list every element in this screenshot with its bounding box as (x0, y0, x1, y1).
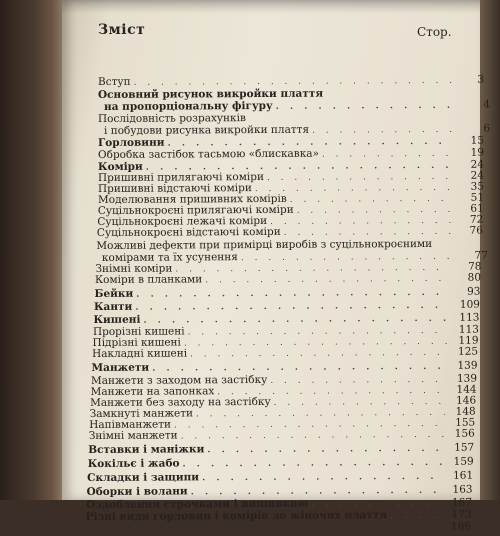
toc-entry-title: комірами та їх усунення (102, 251, 238, 265)
toc-leader-dots (190, 347, 447, 361)
toc-entry-title: Обробка застібок тасьмою «блискавка» (98, 148, 319, 162)
contents-heading: Зміст (98, 22, 145, 38)
toc-entry-title: Манжети на запонках (91, 385, 215, 399)
toc-entry-title: Кишені (93, 314, 140, 327)
toc-entry-page: 76 (455, 225, 483, 238)
toc-entry-page: 113 (451, 312, 479, 325)
toc-entry-page: 6 (462, 123, 490, 136)
toc-entry-title: Оздоблення строчками і вишивкою (86, 498, 308, 512)
toc-entry-page: 80 (453, 272, 481, 285)
toc-entry-page: 161 (445, 470, 473, 483)
toc-entry-title: Вступ (98, 76, 131, 89)
toc-leader-dots (207, 443, 443, 457)
toc-entry-title: Бейки (94, 288, 133, 301)
toc-entry-page: 159 (446, 456, 474, 469)
toc-entry-page: 24 (456, 159, 484, 172)
toc-entry (85, 521, 471, 536)
toc-entry-title: і побудови рисунка викройки плаття (104, 124, 309, 138)
toc-entry-page: 51 (456, 192, 484, 205)
toc-entry-page: 72 (455, 214, 483, 227)
toc-entry-title: Замкнуті манжети (90, 407, 193, 421)
toc-entry-page: 93 (452, 286, 480, 299)
toc-entry (89, 428, 475, 443)
toc-entry (88, 442, 474, 457)
toc-entry-title: Манжети без заходу на застібку (90, 396, 271, 410)
toc-entry-title: Горловини (98, 137, 165, 150)
toc-entry-title: Складки і защипи (87, 471, 199, 485)
toc-entry-title: Підрізні кишені (92, 336, 180, 350)
toc-entry-page: 155 (447, 417, 475, 430)
toc-entry-page: 35 (456, 181, 484, 194)
toc-entry-page: 24 (456, 170, 484, 183)
toc-entry-title: Кокільє і жабо (88, 457, 180, 471)
toc-entry-page: 109 (452, 299, 480, 312)
toc-entry (92, 346, 478, 361)
toc-entry-title: Знімні коміри (95, 263, 172, 276)
toc-entry-page: 77 (460, 250, 488, 263)
toc-entry-title: Напівманжети (89, 419, 171, 432)
toc-entry-title: Пришивні прилягаючі коміри (98, 171, 264, 185)
toc-entry-title: Манжети (91, 362, 149, 375)
toc-entry-page: 148 (448, 406, 476, 419)
toc-entry-page: 19 (456, 147, 484, 160)
toc-leader-dots (249, 120, 453, 121)
toc-entry-title: Можливі дефекти при примірці виробів з суцільнокроєними (96, 238, 432, 253)
toc-leader-dots (202, 471, 442, 485)
toc-entry-page: 125 (450, 346, 478, 359)
toc-leader-dots (326, 96, 453, 97)
toc-entry-title: Знімні манжети (89, 429, 178, 443)
toc-entry-page: 144 (449, 384, 477, 397)
toc-entry-title: Прорізні кишені (93, 325, 185, 339)
toc-leader-dots (182, 457, 442, 471)
toc-leader-dots (88, 522, 440, 536)
toc-entry-page: 156 (447, 428, 475, 441)
toc-entry-page: 113 (451, 324, 479, 337)
toc-leader-dots (181, 429, 444, 443)
toc-entry-title: Основний рисунок викройки плаття (98, 88, 323, 102)
toc-entry-title: Суцільнокроєні прилягаючі коміри (98, 204, 294, 218)
toc-entry-title: Пришивні відстаючі коміри (98, 182, 252, 196)
toc-entry-page: 3 (456, 74, 484, 87)
page-column-label: Стор. (417, 25, 452, 39)
toc-entry-page: 61 (456, 203, 484, 216)
toc-entry-page: 15 (456, 135, 484, 148)
toc-entry-page: 173 (444, 509, 472, 522)
toc-entry-title: Канти (94, 301, 132, 314)
toc-entry-page: 146 (448, 395, 476, 408)
toc-entry-page: 139 (449, 373, 477, 386)
toc-entry-title: Вставки і маніжки (88, 443, 204, 457)
toc-entry-title: на пропорціональну фігуру (104, 100, 273, 114)
toc-entry-title: Суцільнокроєні відстаючі коміри (97, 226, 281, 240)
toc-entry-page: 139 (449, 360, 477, 373)
toc-entry (88, 456, 474, 471)
toc-entry-page: 163 (445, 484, 473, 497)
toc-entry-title: Моделювання пришивних комірів (98, 193, 287, 207)
toc-entry (87, 470, 473, 485)
toc-entry-title: Різні види горловин і комірів до жіночих плаття (86, 509, 388, 524)
toc-entry-title: Накладні кишені (92, 347, 187, 361)
toc-entry-title: Оборки і волани (87, 485, 188, 499)
toc-entry-title: Манжети з заходом на застібку (91, 374, 267, 388)
toc-entry-title: Суцільнокроєні лежачі коміри (97, 215, 267, 229)
toc-entry-title: Коміри (98, 161, 143, 174)
toc-leader-dots (205, 273, 450, 287)
toc-entry-page: 119 (450, 335, 478, 348)
toc-entry-page: 167 (444, 497, 472, 510)
toc-entry-title: Коміри в планками (95, 273, 202, 287)
toc-entry (95, 272, 481, 287)
toc-entry-page: 4 (462, 99, 490, 112)
toc-entry-page: 78 (453, 261, 481, 274)
toc-entry-page: 186 (443, 521, 471, 534)
toc-entry-page: 157 (446, 442, 474, 455)
toc-entry-title: Послідовність розрахунків (98, 112, 246, 126)
